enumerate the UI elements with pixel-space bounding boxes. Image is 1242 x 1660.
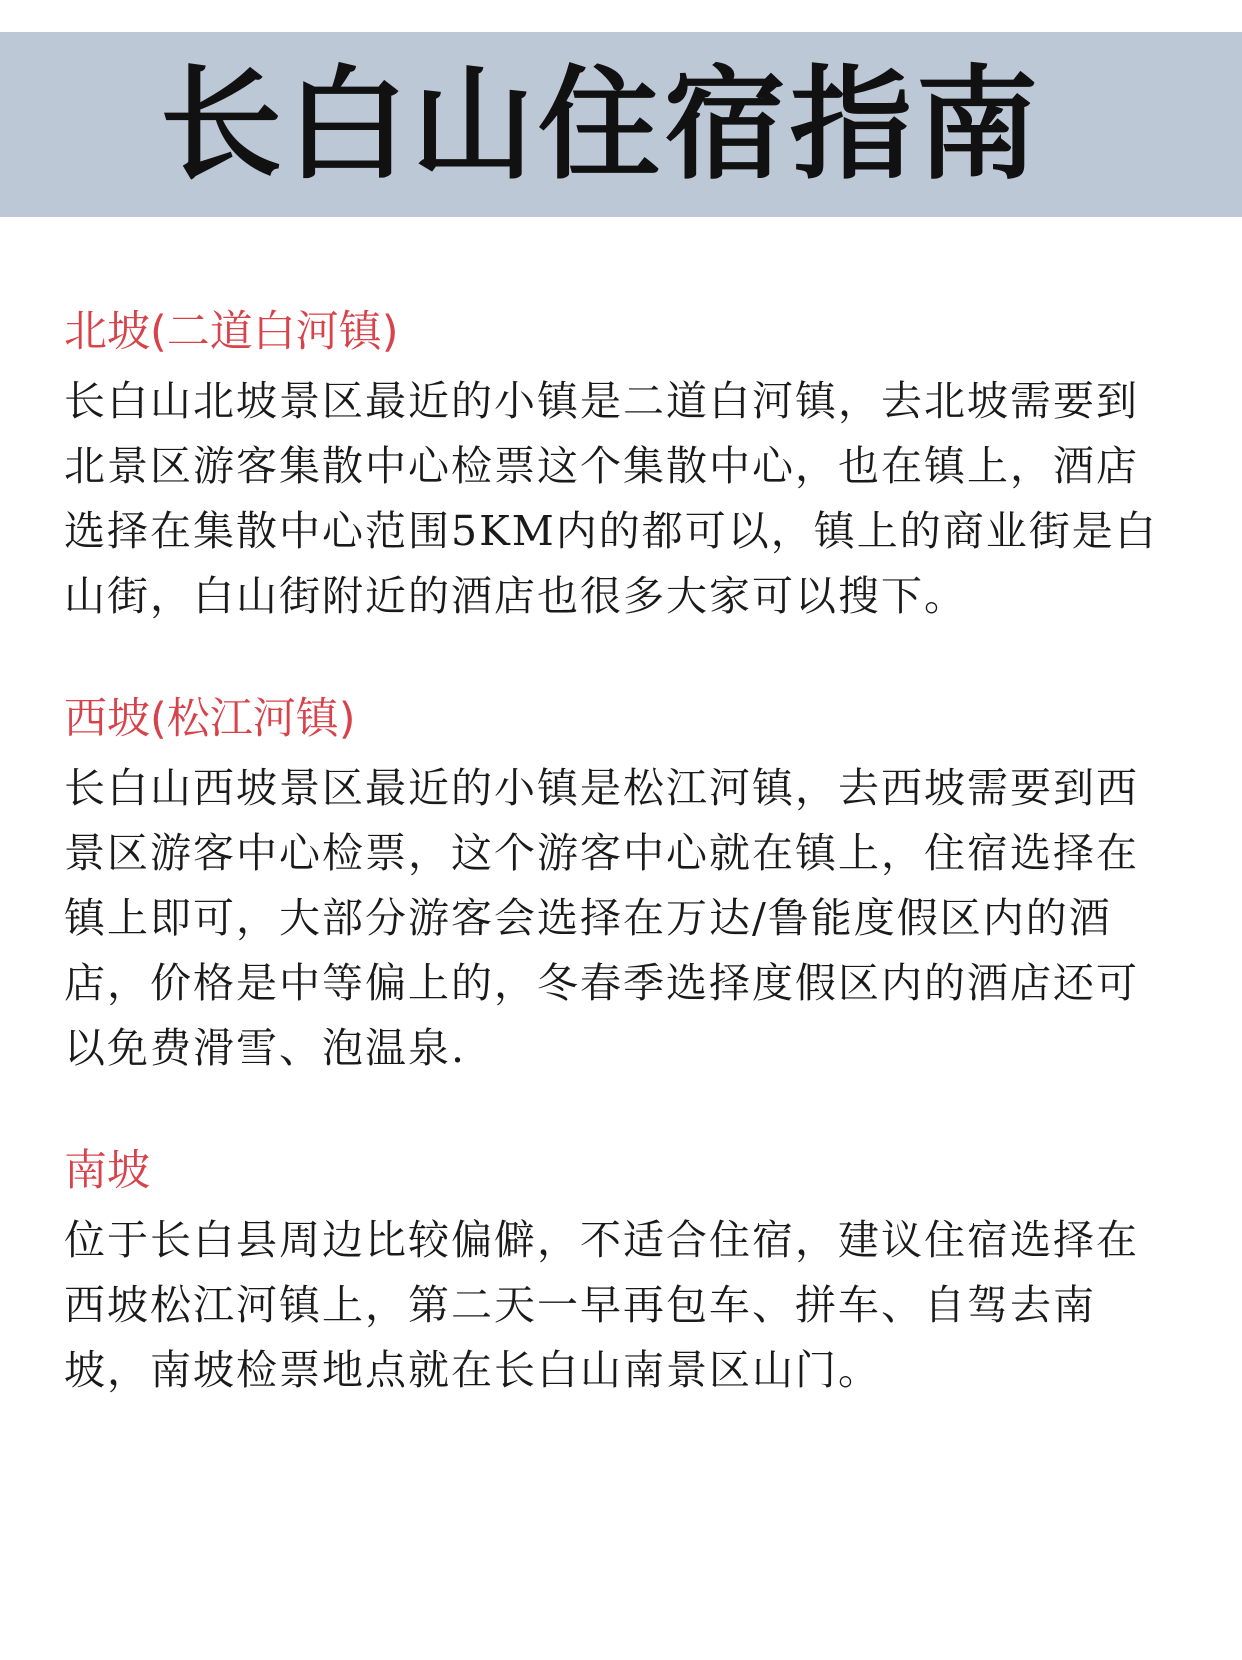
section-heading: 南坡	[64, 1146, 150, 1196]
section-south-slope	[64, 1143, 1174, 1403]
title-banner	[0, 32, 1242, 217]
section-heading: 北坡(二道白河镇)	[64, 307, 399, 357]
section-body: 长白山西坡景区最近的小镇是松江河镇，去西坡需要到西景区游客中心检票，这个游客中心就在镇上，住宿选择在镇上即可，大部分游客会选择在万达/鲁能度假区内的酒店，价格是中等偏上的，冬春季选择度假区内的酒店还可以免费滑雪、泡温泉.	[64, 764, 1139, 1072]
section-body: 长白山北坡景区最近的小镇是二道白河镇，去北坡需要到北景区游客集散中心检票这个集散中心，也在镇上，酒店选择在集散中心范围5KM内的都可以，镇上的商业街是白山街，白山街附近的酒店也很多大家可以搜下。	[64, 377, 1158, 620]
guide-content	[64, 304, 1174, 1465]
page-title: 长白山住宿指南	[160, 53, 1042, 196]
section-heading: 西坡(松江河镇)	[64, 694, 356, 744]
section-north-slope	[64, 304, 1174, 629]
section-west-slope	[64, 691, 1174, 1081]
section-body: 位于长白县周边比较偏僻，不适合住宿，建议住宿选择在西坡松江河镇上，第二天一早再包车、拼车、自驾去南坡，南坡检票地点就在长白山南景区山门。	[64, 1216, 1139, 1394]
